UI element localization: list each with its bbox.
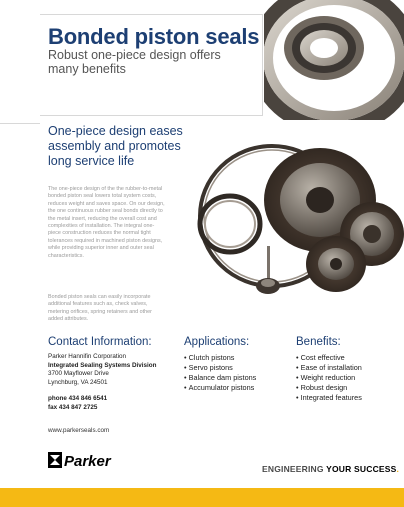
contact-heading: Contact Information: (48, 336, 152, 348)
tagline (262, 464, 399, 474)
applications-list (184, 353, 256, 393)
tagline-part-2: YOUR SUCCESS (326, 464, 397, 474)
division-name: Integrated Sealing Systems Division (48, 361, 157, 369)
list-item: • Servo pistons (184, 363, 256, 373)
phone-number: phone 434 846 6541 (48, 395, 108, 403)
tagline-dot: . (396, 464, 400, 474)
intro-headline: One-piece design eases assembly and promotes long service life (48, 124, 183, 168)
list-item: • Ease of installation (296, 363, 362, 373)
address-line-2: Lynchburg, VA 24501 (48, 378, 108, 386)
page-subtitle: Robust one-piece design offers many benefits (48, 48, 221, 76)
parker-logo (48, 449, 118, 471)
website-link[interactable]: www.parkerseals.com (48, 427, 110, 434)
intro-paragraph-1: The one-piece design of the the rubber-to-metal bonded piston seal lowers total system costs, reduces weight and saves space. On our design, the one continuous rubber seal bonds directly to the metal insert, reducing the overall cost and complexities of installation. The integral one-piece construction reduces the normal tight tolerances required in machined piston designs, while providing superior inner and outer seal characteristics. (48, 186, 165, 259)
fax-number: fax 434 847 2725 (48, 403, 98, 411)
applications-heading: Applications: (184, 336, 250, 348)
list-item: • Accumulator pistons (184, 383, 256, 393)
list-item: • Clutch pistons (184, 353, 256, 363)
list-item: • Cost effective (296, 353, 362, 363)
page-title: Bonded piston seals (48, 24, 260, 49)
logo-wordmark: Parker (64, 453, 111, 470)
company-name: Parker Hannifin Corporation (48, 353, 127, 360)
contact-block (48, 353, 178, 413)
list-item: • Weight reduction (296, 373, 362, 383)
footer-bar (0, 488, 404, 507)
divider-line (0, 123, 40, 124)
list-item: • Balance dam pistons (184, 373, 256, 383)
list-item: • Robust design (296, 383, 362, 393)
tagline-part-1: ENGINEERING (262, 464, 327, 474)
seal-closeup-photo (264, 0, 404, 120)
piston-seals-photo (190, 128, 404, 308)
benefits-heading: Benefits: (296, 336, 341, 348)
benefits-list (296, 353, 362, 403)
address-line-1: 3700 Mayflower Drive (48, 370, 109, 378)
list-item: • Integrated features (296, 393, 362, 403)
intro-paragraph-2: Bonded piston seals can easily incorporate additional features such as, check valves, metering orifices, spring retainers and other added attributes. (48, 294, 152, 323)
